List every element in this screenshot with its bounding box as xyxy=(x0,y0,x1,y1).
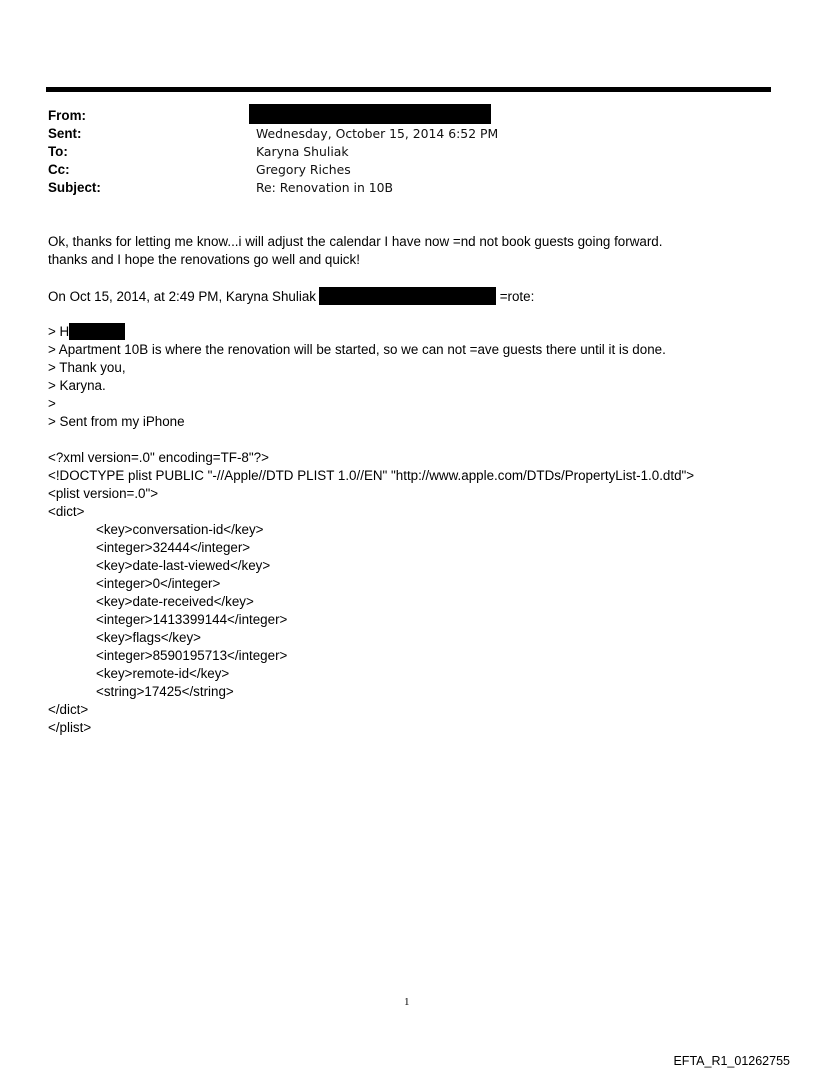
plist-entry: <key>conversation-id</key> xyxy=(96,522,264,537)
subject-row xyxy=(48,179,748,197)
sent-row xyxy=(48,125,748,143)
redaction-box-email xyxy=(319,287,496,305)
quote-attribution-suffix: =rote: xyxy=(495,289,535,304)
header-divider xyxy=(46,87,771,92)
email-body xyxy=(48,233,788,737)
quote-attribution xyxy=(48,287,788,305)
quote-attribution-prefix: On Oct 15, 2014, at 2:49 PM, Karyna Shuliak xyxy=(48,289,316,304)
plist-entry: <key>remote-id</key> xyxy=(96,666,230,681)
quote-line: > Apartment 10B is where the renovation will be started, so we can not =ave guests there until it is done. xyxy=(48,342,666,357)
plist-entry: <integer>0</integer> xyxy=(96,576,221,591)
plist-open-tag: <plist version=.0"> xyxy=(48,486,159,501)
quote-line: > Sent from my iPhone xyxy=(48,414,185,429)
cc-row xyxy=(48,161,748,179)
plist-entry: <string>17425</string> xyxy=(96,684,234,699)
subject-label: Subject: xyxy=(48,180,101,195)
dict-close-tag: </dict> xyxy=(48,702,89,717)
sent-label: Sent: xyxy=(48,126,82,141)
cc-value: Gregory Riches xyxy=(256,162,351,177)
dict-open-tag: <dict> xyxy=(48,504,85,519)
page-number: 1 xyxy=(404,996,410,1008)
subject-value: Re: Renovation in 10B xyxy=(256,180,393,195)
to-value: Karyna Shuliak xyxy=(256,144,349,159)
from-row xyxy=(48,107,748,125)
reply-line: thanks and I hope the renovations go well and quick! xyxy=(48,252,360,267)
redaction-box-name xyxy=(69,323,125,340)
email-header xyxy=(48,107,748,197)
reply-line: Ok, thanks for letting me know...i will adjust the calendar I have now =nd not book guests going forward. xyxy=(48,234,663,249)
quote-line: > Thank you, xyxy=(48,360,126,375)
quote-greeting xyxy=(48,323,788,341)
plist-entry: <integer>32444</integer> xyxy=(96,540,251,555)
plist-close-tag: </plist> xyxy=(48,720,92,735)
from-label: From: xyxy=(48,108,86,123)
spacer xyxy=(48,269,788,287)
plist-entry: <integer>1413399144</integer> xyxy=(96,612,288,627)
quote-line: > Karyna. xyxy=(48,378,106,393)
quote-line: > xyxy=(48,396,56,411)
plist-xml-declaration: <?xml version=.0" encoding=TF-8"?> xyxy=(48,450,269,465)
plist-entry: <key>flags</key> xyxy=(96,630,201,645)
spacer xyxy=(48,305,788,323)
plist-entry: <key>date-last-viewed</key> xyxy=(96,558,271,573)
to-label: To: xyxy=(48,144,68,159)
plist-entry: <integer>8590195713</integer> xyxy=(96,648,288,663)
plist-doctype: <!DOCTYPE plist PUBLIC "-//Apple//DTD PLIST 1.0//EN" "http://www.apple.com/DTDs/PropertyList-1.0.dtd"> xyxy=(48,468,695,483)
sent-value: Wednesday, October 15, 2014 6:52 PM xyxy=(256,126,499,141)
cc-label: Cc: xyxy=(48,162,70,177)
redaction-box-from xyxy=(249,104,491,124)
quote-greeting-text: > H xyxy=(48,324,70,339)
plist-entry: <key>date-received</key> xyxy=(96,594,254,609)
bates-number: EFTA_R1_01262755 xyxy=(673,1054,790,1068)
spacer xyxy=(48,431,788,449)
to-row xyxy=(48,143,748,161)
